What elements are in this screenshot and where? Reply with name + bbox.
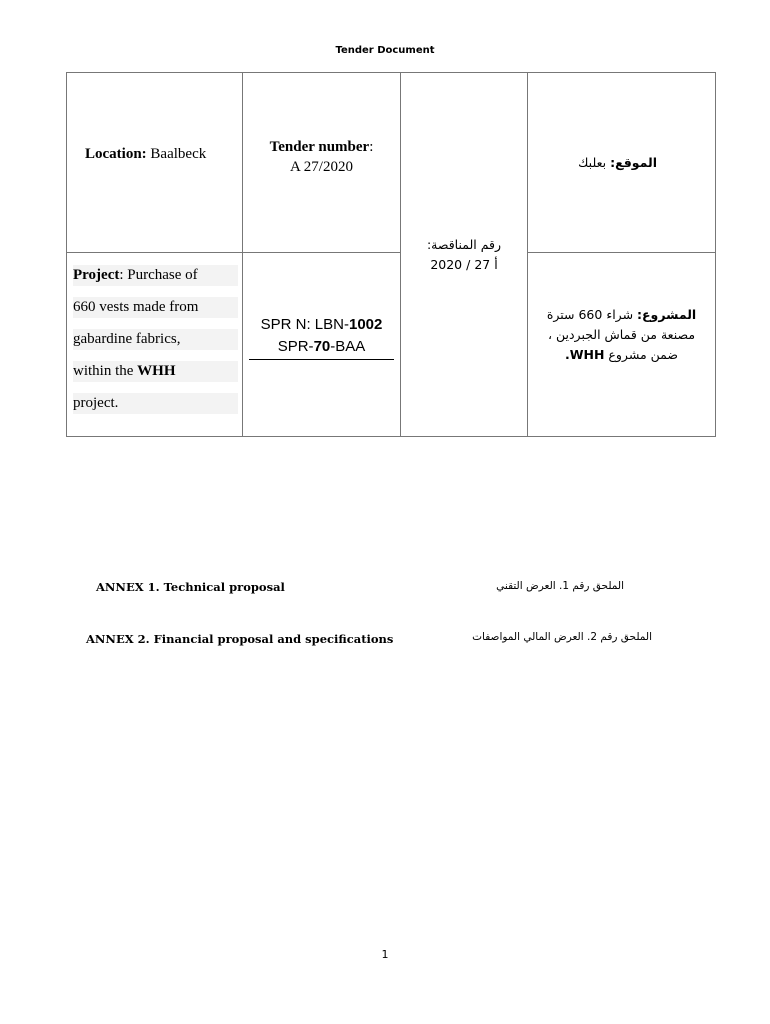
project-line-5: project. [73,393,238,414]
location-label: Location: [85,146,147,162]
project-line-1 [73,265,238,286]
tender-info-table [66,72,716,437]
project-text-4: within the [73,363,138,379]
page-number: 1 [381,948,389,961]
ar-location-value: بعلبك [578,155,611,170]
ar-project-text-1: شراء 660 سترة [546,306,638,322]
ar-project-line-3 [528,345,715,365]
annex-1-english: ANNEX 1. Technical proposal [96,580,285,594]
project-whh: WHH [137,363,176,379]
project-label: Project [73,267,120,283]
ar-project-line-1 [528,305,715,325]
spr-line2-a: SPR- [277,337,314,355]
spr-line2-c: -BAA [330,337,366,355]
ar-project-whh: WHH. [564,346,605,362]
location-value: Baalbeck [146,146,207,162]
ar-project-cell [528,253,716,437]
spr-line2-b: 70 [313,337,331,355]
ar-project-line-2: مصنعة من قماش الجبردين ، [547,326,696,342]
ar-location-label: الموقع: [610,155,657,170]
ar-tender-number-label: رقم المناقصة: [426,236,502,252]
project-text-1: : Purchase of [119,267,198,283]
spr-line1-b: 1002 [348,315,383,333]
ar-location-cell [528,73,716,253]
ar-project-label: المشروع: [637,306,697,322]
tender-number-value: A 27/2020 [290,158,353,175]
ar-tender-number-value: أ 27 / 2020 [430,256,498,272]
location-cell [67,73,243,253]
spr-line1-a: SPR N: LBN- [260,315,349,333]
spr-number [249,314,395,360]
tender-number-label: Tender number [269,138,370,155]
project-line-4 [73,361,238,382]
project-cell [67,253,243,437]
annex-2-arabic: الملحق رقم 2. العرض المالي المواصفات [472,631,652,643]
tender-number-cell [243,73,401,253]
annex-1-arabic: الملحق رقم 1. العرض التقني [496,580,624,592]
project-line-2: 660 vests made from [73,297,238,318]
spr-number-cell [243,253,401,437]
document-header-title: Tender Document [335,45,435,56]
project-line-3: gabardine fabrics, [73,329,238,350]
annex-2-english: ANNEX 2. Financial proposal and specifications [86,632,394,646]
ar-project-text-3: ضمن مشروع [604,346,678,362]
ar-tender-number-cell [401,73,528,437]
tender-number-colon: : [369,138,374,155]
